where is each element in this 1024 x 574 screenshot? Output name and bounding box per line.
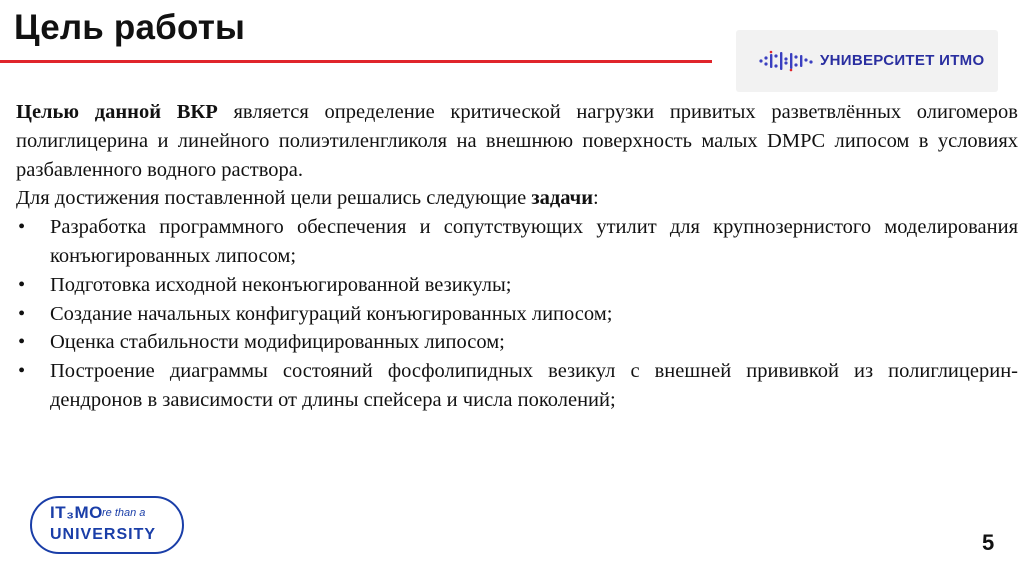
list-item-text: Создание начальных конфигураций конъюгированных липосом; — [50, 302, 613, 325]
badge-line1-small: re than a — [102, 507, 146, 519]
list-item-text: Подготовка исходной неконъюгированной везикулы; — [50, 273, 512, 296]
goal-paragraph — [16, 98, 1018, 184]
page-number: 5 — [982, 530, 995, 555]
itmo-dots-logo-icon — [758, 50, 814, 72]
title-underline — [0, 60, 712, 63]
bullet: • — [18, 216, 26, 239]
list-item — [16, 300, 1018, 329]
itmo-university-badge — [30, 496, 184, 554]
tasks-intro-bold: задачи — [531, 187, 594, 210]
bullet: • — [18, 331, 26, 354]
bullet: • — [18, 273, 26, 296]
list-item-text: Оценка стабильности модифицированных липосом; — [50, 331, 505, 354]
goal-lead: Целью данной ВКР — [16, 101, 218, 123]
goal-text: является определение критической нагрузки привитых разветвлённых олигомеров полиглицерина и линейного полиэтиленгликоля на внешнюю поверхность малых DMPC липосом в условиях разбавленного водного раствора. — [16, 101, 1018, 181]
tasks-list — [16, 213, 1018, 415]
bullet: • — [18, 360, 26, 383]
tasks-intro — [16, 184, 1018, 213]
university-name: УНИВЕРСИТЕТ ИТМО — [820, 52, 985, 69]
list-item — [16, 213, 1018, 271]
bullet: • — [18, 302, 26, 325]
list-item — [16, 328, 1018, 357]
list-item-text: Разработка программного обеспечения и сопутствующих утилит для крупнозернистого моделирования конъюгированных липосом; — [50, 216, 1018, 267]
list-item — [16, 357, 1018, 415]
badge-line1: IT₃MO — [50, 503, 103, 522]
list-item — [16, 271, 1018, 300]
slide-body — [16, 98, 1018, 415]
list-item-text: Построение диаграммы состояний фосфолипидных везикул с внешней прививкой из полиглицерин-дендронов в зависимости от длины спейсера и числа поколений; — [50, 360, 1018, 411]
tasks-intro-colon: : — [593, 187, 599, 210]
page-title: Цель работы — [14, 8, 246, 47]
itmo-logo-header — [736, 30, 998, 92]
tasks-intro-text: Для достижения поставленной цели решались следующие — [16, 187, 532, 210]
badge-line2: UNIVERSITY — [50, 526, 157, 543]
